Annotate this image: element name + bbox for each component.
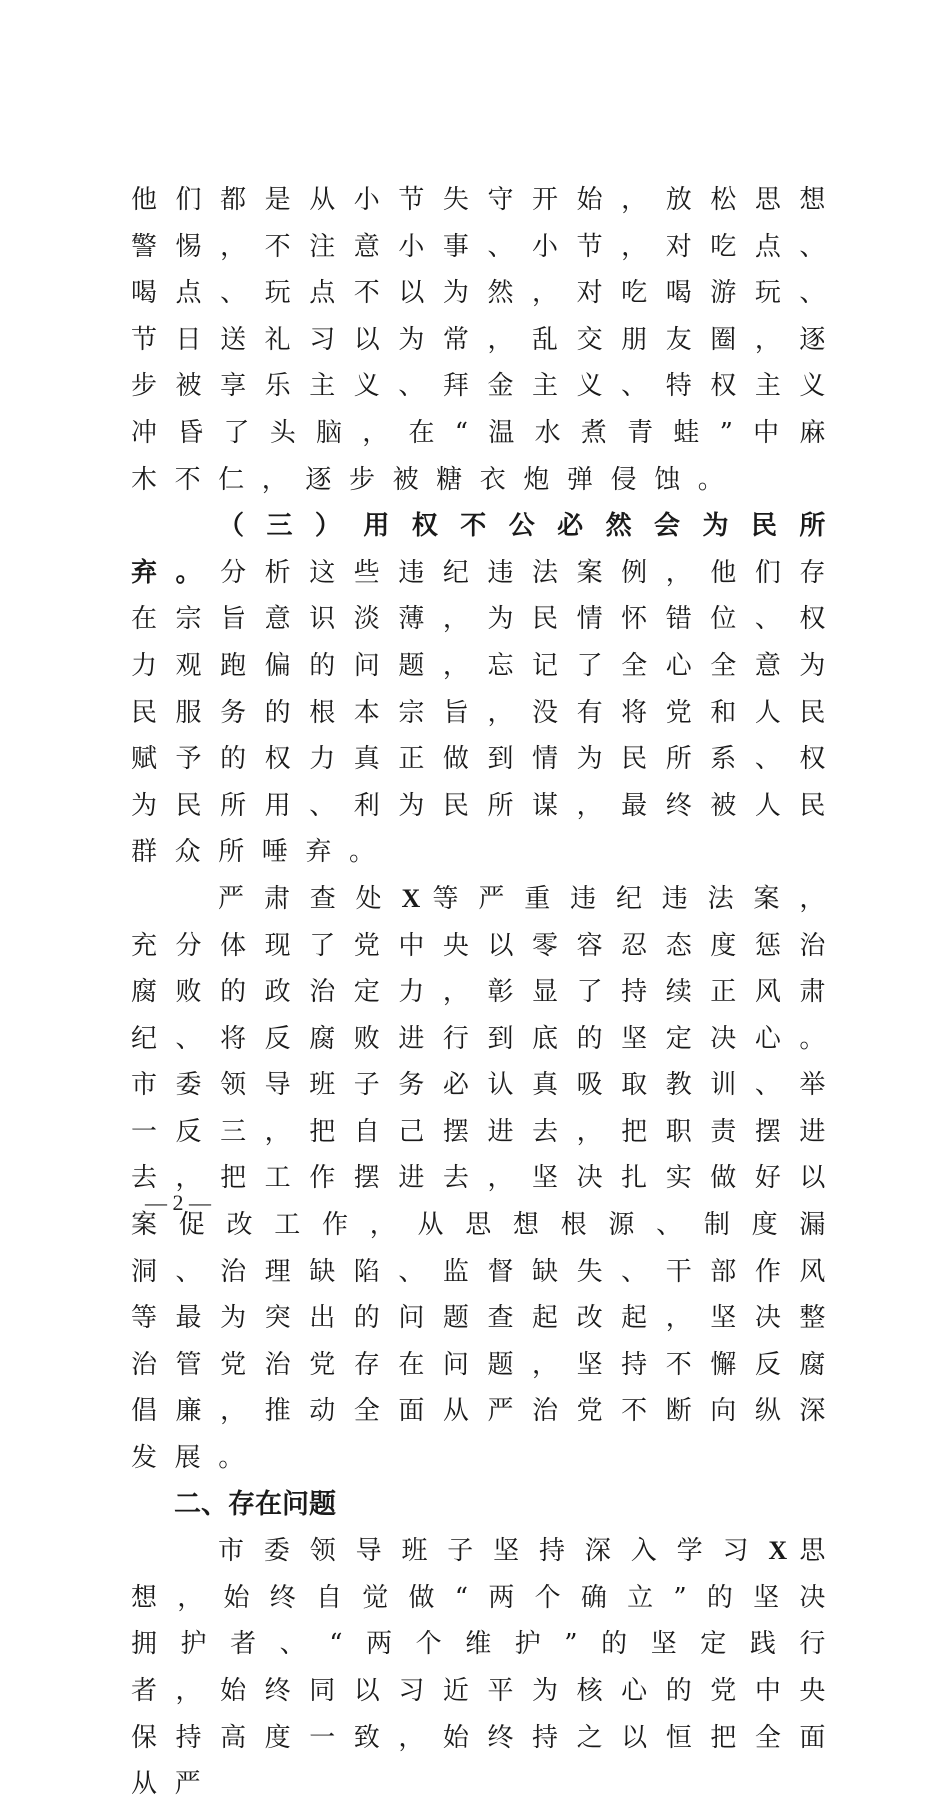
text-segment: 思想，始终自觉做“两个确立”的坚决拥护者、“两个维护”的坚定践行者，始终同以习近平为核心的党中央保持高度一致，始终持之以恒把全面从严	[131, 1536, 844, 1800]
section-heading-problems: 二、存在问题	[174, 1488, 336, 1520]
text-segment: 严肃查处	[218, 883, 402, 914]
paragraph-problems-intro	[131, 1528, 843, 1808]
page-number: — 2 —	[145, 1190, 211, 1215]
paragraph-continuation: 他们都是从小节失守开始，放松思想警惕，不注意小事、小节，对吃点、喝点、玩点不以为然，对吃喝游玩、节日送礼习以为常，乱交朋友圈，逐步被享乐主义、拜金主义、特权主义冲昏了头脑，在“温水煮青蛙”中麻木不仁，逐步被糖衣炮弹侵蚀。	[131, 185, 843, 495]
paragraph-case-review	[131, 876, 843, 1482]
subsection-heading: （三）用权不公必然会为民所弃。	[131, 511, 843, 588]
placeholder-name: X	[401, 883, 431, 913]
document-body	[131, 177, 843, 1808]
subsection-text: 分析这些违纪违法案例，他们存在宗旨意识淡薄，为民情怀错位、权力观跑偏的问题，忘记了全心全意为民服务的根本宗旨，没有将党和人民赋予的权力真正做到情为民所系、权为民所用、利为民所谋，最终被人民群众所唾弃。	[131, 557, 843, 868]
placeholder-name: X	[768, 1536, 798, 1566]
paragraph-subsection-three	[131, 503, 843, 876]
text-segment: 等严重违纪违法案，充分体现了党中央以零容忍态度惩治腐败的政治定力，彰显了持续正风肃纪、将反腐败进行到底的坚定决心。市委领导班子务必认真吸取教训、举一反三，把自己摆进去，把职责摆进去，把工作摆进去，坚决扎实做好以案促改工作，从思想根源、制度漏洞、治理缺陷、监督缺失、干部作风等最为突出的问题查起改起，坚决整治管党治党存在问题，坚持不懈反腐倡廉，推动全面从严治党不断向纵深发展。	[131, 883, 843, 1474]
text-segment: 市委领导班子坚持深入学习	[218, 1536, 769, 1567]
